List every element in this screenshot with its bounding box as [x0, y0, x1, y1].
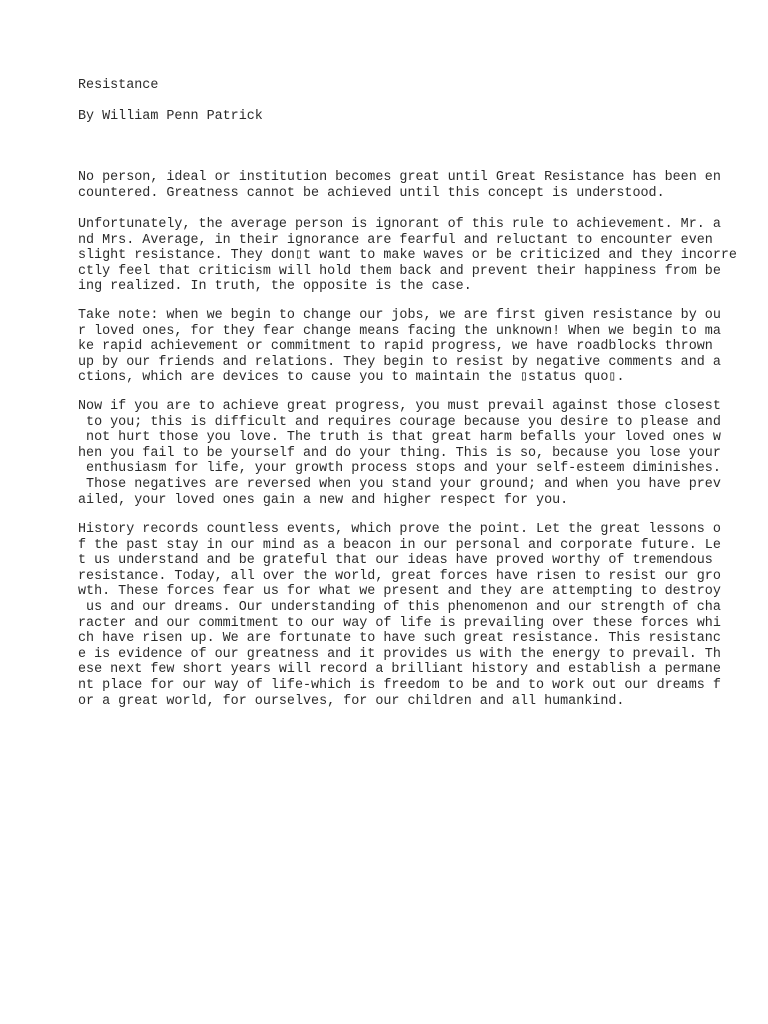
paragraph-2: Unfortunately, the average person is ignorant of this rule to achievement. Mr. a nd Mrs. Average, in their ignorance are fearful and reluctant to encounter even slight resistance. They don▯t want to make waves or be criticized and they incorre ctly feel that criticism will hold them back and prevent their happiness from be ing realized. In truth, the opposite is the case. [78, 217, 737, 295]
paragraph-5: History records countless events, which prove the point. Let the great lessons o f the past stay in our mind as a beacon in our personal and corporate future. Le t us understand and be grateful that our ideas have proved worthy of tremendous resistance. Today, all over the world, great forces have risen to resist our gro wth. These forces fear us for what we present and they are attempting to destroy us and our dreams. Our understanding of this phenomenon and our strength of cha racter and our commitment to our way of life is prevailing over these forces whi ch have risen up. We are fortunate to have such great resistance. This resistanc e is evidence of our greatness and it provides us with the energy to prevail. Th ese next few short years will record a brilliant history and establish a permane nt place for our way of life-which is freedom to be and to work out our dreams f or a great world, for ourselves, for our children and all humankind. [78, 522, 721, 709]
paragraph-4: Now if you are to achieve great progress, you must prevail against those closest to you; this is difficult and requires courage because you desire to please and not hurt those you love. The truth is that great harm befalls your loved ones w hen you fail to be yourself and do your thing. This is so, because you lose your enthusiasm for life, your growth process stops and your self-esteem diminishes. Those negatives are reversed when you stand your ground; and when you have prev ailed, your loved ones gain a new and higher respect for you. [78, 399, 721, 508]
document-author: By William Penn Patrick [78, 109, 263, 124]
paragraph-1: No person, ideal or institution becomes great until Great Resistance has been en countered. Greatness cannot be achieved until this concept is understood. [78, 170, 721, 201]
document-title: Resistance [78, 78, 159, 93]
paragraph-3: Take note: when we begin to change our jobs, we are first given resistance by ou r loved ones, for they fear change means facing the unknown! When we begin to ma ke rapid achievement or commitment to rapid progress, we have roadblocks thrown up by our friends and relations. They begin to resist by negative comments and a ctions, which are devices to cause you to maintain the ▯status quo▯. [78, 308, 721, 386]
